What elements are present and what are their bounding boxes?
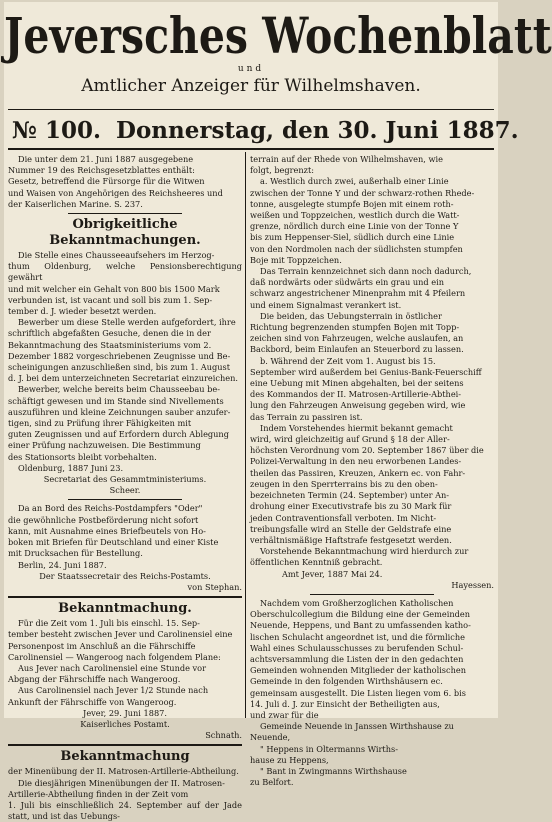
notice-line: Die diesjährigen Minenübungen der II. Matrosen- <box>18 777 225 788</box>
notice-line: Wahl eines Schulausschusses zu berufenden Schul- <box>250 642 464 653</box>
notice-line: Personenpost im Anschluß an die Fährschiffe <box>8 640 196 651</box>
masthead-rule-top <box>8 109 494 110</box>
notice-line: bezeichneten Termin (24. September) unter An- <box>250 490 450 501</box>
notice-line: Indem Vorstehendes hiermit bekannt gemacht <box>260 422 453 433</box>
notice-line: öffentlichen Kenntniß gebracht. <box>250 557 383 568</box>
notice-line: Gesetz, betreffend die Fürsorge für die Witwen <box>8 176 205 187</box>
notice-line: Vorstehende Bekanntmachung wird hierdurch zur <box>260 546 469 557</box>
notice-line: Ankunft der Fährschiffe von Wangeroog. <box>8 696 177 707</box>
intro-notice <box>8 154 242 210</box>
issue-date: Donnerstag, den 30. Juni 1887. <box>116 117 519 144</box>
notice-line: tigen, sind zu Prüfung ihrer Fähigkeiten mit <box>8 418 192 429</box>
amt-jever-signature: Hayessen. <box>451 579 494 590</box>
notice-line: Aus Jever nach Carolinensiel eine Stunde vor <box>18 662 207 673</box>
notice-line: schwarz angestrichener Minenprahm mit 4 Pfeilern <box>250 288 466 299</box>
notice-line: terrain auf der Rhede von Wilhelmshaven, wie <box>250 154 443 164</box>
right-column <box>250 154 494 788</box>
notice-line: tonne, ausgelegte stumpfe Bojen mit einem roth- <box>250 198 454 209</box>
notice-line: des Kommandos der II. Matrosen-Artillerie-Abthei- <box>250 389 462 400</box>
section2-signature-name: von Stephan. <box>187 581 242 592</box>
notice-line: eine Uebung mit Minen abgehalten, bei der seitens <box>250 378 464 389</box>
notice-line: weißen und Toppzeichen, westlich durch die Watt- <box>250 210 460 221</box>
notice-line: wird, wird gleichzeitig auf Grund § 18 der Aller- <box>250 434 450 445</box>
notice-line: zeugen in den Sperrterrains bis zu den oben- <box>250 478 438 489</box>
chausseeaufseher-notice <box>8 250 242 463</box>
separator-rule <box>68 213 182 214</box>
notice-line: kann, mit Ausnahme eines Briefbeutels von Ho- <box>8 525 206 536</box>
notice-line: grenze, nördlich durch eine Linie von der Tonne Y <box>250 221 459 232</box>
section-heading-bekanntmachung-post: Bekanntmachung. <box>58 601 192 617</box>
notice-line: treibungsfalle wird an Stelle der Geldstrafe eine <box>250 523 452 534</box>
notice-line: Bewerber, welche bereits beim Chausseebau be- <box>18 384 220 395</box>
notice-line: und mit welcher ein Gehalt von 800 bis 1500 Mark <box>8 283 220 294</box>
schulacht-notice <box>250 598 494 788</box>
left-column <box>8 154 242 822</box>
notice-line: Neuende, Heppens, und Bant zu umfassenden katho- <box>250 620 471 631</box>
notice-line: zeichen sind von Fahrzeugen, welche auslaufen, an <box>250 333 464 344</box>
section2-place-date: Berlin, 24. Juni 1887. <box>18 559 107 570</box>
newspaper-page <box>4 2 552 822</box>
section1-signature-name: Scheer. <box>109 485 141 496</box>
notice-line: Abgang der Fährschiffe nach Wangeroog. <box>8 674 181 685</box>
masthead-rule-bottom <box>8 148 494 150</box>
section2-signature-office: Der Staatssecretair des Reichs-Postamts. <box>39 570 211 581</box>
section-heading-bekanntmachung-minen: Bekanntmachung <box>60 749 190 765</box>
notice-line: Nachdem vom Großherzoglichen Katholischen <box>260 597 454 608</box>
notice-line: und Waisen von Angehörigen des Reichsheeres und <box>8 187 223 198</box>
notice-line: einer Prüfung nachzuweisen. Die Bestimmung <box>8 440 201 451</box>
notice-line: verbunden ist, ist vacant und soll bis zum 1. Sep- <box>8 294 213 305</box>
notice-line: September wird außerdem bei Genius-Bank-Feuerschiff <box>250 366 482 377</box>
notice-line: Das Terrain kennzeichnet sich dann noch dadurch, <box>260 266 472 277</box>
notice-line: achtsversammlung die Listen der in den gedachten <box>250 653 464 664</box>
notice-line: folgt, begrenzt: <box>250 165 315 176</box>
notice-line: und zwar für die <box>250 709 319 720</box>
notice-line: tember d. J. wieder besetzt werden. <box>8 306 157 317</box>
notice-line: des Stationsorts bleibt vorbehalten. <box>8 451 157 462</box>
notice-line: tember besteht zwischen Jever und Carolinensiel eine <box>8 629 233 640</box>
notice-line: lung den Fahrzeugen Anweisung gegeben wird, wie <box>250 400 466 411</box>
column-divider <box>245 152 246 718</box>
notice-line: guten Zeugnissen und auf Erfordern durch Ablegung <box>8 429 229 440</box>
masthead-subtitle: Amtlicher Anzeiger für Wilhelmshaven. <box>81 76 421 96</box>
notice-line: auszuführen und kleine Zeichnungen sauber anzufer- <box>8 406 231 417</box>
amt-jever-place-date: Amt Jever, 1887 Mai 24. <box>282 568 383 579</box>
notice-line: mit Drucksachen für Bestellung. <box>8 548 143 559</box>
notice-line: 1. Juli bis einschließlich 24. September auf der Jade statt, und ist das Uebungs- <box>8 799 242 822</box>
notice-line: zwischen der Tonne Y und der schwarz-rothen Rhede- <box>250 187 475 198</box>
separator-rule <box>310 594 434 595</box>
separator-rule <box>8 744 242 746</box>
notice-line: Für die Zeit vom 1. Juli bis einschl. 15. Sep- <box>18 618 200 629</box>
notice-line: der Minenübung der II. Matrosen-Artillerie-Abtheilung. <box>8 766 239 777</box>
section1-signature-office: Secretariat des Gesammtministeriums. <box>43 474 207 485</box>
notice-line: Backbord, beim Einlaufen an Steuerbord zu lassen. <box>250 344 464 355</box>
section3-signature-name: Schnath. <box>205 730 242 741</box>
notice-line: Bekanntmachung des Staatsministeriums vom 2. <box>8 339 212 350</box>
notice-line: höchsten Verordnung vom 20. September 1867 über die <box>250 445 484 456</box>
notice-line: Gemeinden wohnenden Mitglieder der katholischen <box>250 665 466 676</box>
notice-line: boken mit Briefen für Deutschland und einer Kiste <box>8 537 219 548</box>
notice-line: drohung einer Executivstrafe bis zu 30 Mark für <box>250 501 452 512</box>
notice-line: Bewerber um diese Stelle werden aufgefordert, ihre <box>18 317 236 328</box>
notice-line: Carolinensiel — Wangeroog nach folgendem Plane: <box>8 651 221 662</box>
notice-line: schäftigt gewesen und im Stande sind Nivellements <box>8 395 224 406</box>
section-heading-obrigkeitliche: Obrigkeitliche Bekanntmachungen. <box>49 217 201 249</box>
notice-line: theilen das Passiren, Kreuzen, Ankern ec. von Fahr- <box>250 467 466 478</box>
notice-line: Richtung begrenzenden stumpfen Bojen mit Topp- <box>250 322 460 333</box>
notice-line: und einem Signalmast verankert ist. <box>250 299 402 310</box>
notice-line: das Terrain zu passiren ist. <box>250 411 363 422</box>
notice-line: zu Belfort. <box>250 777 294 788</box>
notice-line: Neuende, <box>250 732 291 743</box>
notice-line: Da an Bord des Reichs-Postdampfers "Oder" <box>18 503 203 514</box>
notice-line: Artillerie-Abtheilung finden in der Zeit vom <box>8 788 189 799</box>
notice-line: Gemeinde in den folgenden Wirthshäusern ec. <box>250 676 443 687</box>
separator-rule <box>68 499 182 500</box>
notice-line: hause zu Heppens, <box>250 754 329 765</box>
masthead <box>4 7 552 65</box>
uebungsterrain-notice <box>250 154 494 569</box>
notice-line: Die unter dem 21. Juni 1887 ausgegebene <box>18 154 194 164</box>
postdampfer-notice <box>8 503 242 559</box>
notice-line: " Heppens in Oltermanns Wirths- <box>260 743 398 754</box>
notice-line: schriftlich abgefaßten Gesuche, denen die in der <box>8 328 211 339</box>
notice-line: Die beiden, das Uebungsterrain in östlicher <box>260 310 442 321</box>
section1-place-date: Oldenburg, 1887 Juni 23. <box>18 462 124 473</box>
notice-line: d. J. bei dem unterzeichneten Secretariat einzureichen. <box>8 373 238 384</box>
notice-line: Oberschulcollegium die Bildung eine der Gemeinden <box>250 609 470 620</box>
personenpost-notice <box>8 618 242 708</box>
section3-place-date: Jever, 29. Juni 1887. <box>83 707 167 718</box>
notice-line: Aus Carolinensiel nach Jever 1/2 Stunde nach <box>18 685 209 696</box>
notice-line: die gewöhnliche Postbeförderung nicht sofort <box>8 514 199 525</box>
issue-number: № 100. <box>12 117 102 144</box>
notice-line: verhältnismäßige Haftstrafe festgesetzt werden. <box>250 534 452 545</box>
notice-line: der Kaiserlichen Marine. S. 237. <box>8 198 143 209</box>
notice-line: gemeinsam ausgestellt. Die Listen liegen vom 6. bis <box>250 687 466 698</box>
separator-rule <box>8 596 242 598</box>
notice-line: jeden Contraventionsfall verboten. Im Nicht- <box>250 512 437 523</box>
notice-line: a. Westlich durch zwei, außerhalb einer Linie <box>260 176 449 187</box>
notice-line: Die Stelle eines Chausseeaufsehers im Herzog- <box>18 250 215 261</box>
notice-line: " Bant in Zwingmanns Wirthshause <box>260 765 407 776</box>
notice-line: Nummer 19 des Reichsgesetzblattes enthält: <box>8 165 195 176</box>
notice-line: thum Oldenburg, welche Pensionsberechtigung gewährt <box>8 261 242 283</box>
notice-line: Polizei-Verwaltung in den neu erworbenen Landes- <box>250 456 462 467</box>
section3-signature-office: Kaiserliches Postamt. <box>80 718 170 729</box>
notice-line: b. Während der Zeit vom 1. August bis 15. <box>260 355 436 366</box>
issue-bar <box>12 116 519 146</box>
masthead-und: und <box>237 64 265 74</box>
notice-line: lischen Schulacht angeordnet ist, und die förmliche <box>250 631 465 642</box>
notice-line: daß nordwärts oder südwärts ein grau und ein <box>250 277 444 288</box>
notice-line: Dezember 1882 vorgeschriebenen Zeugnisse und Be- <box>8 350 231 361</box>
notice-line: Gemeinde Neuende in Janssen Wirthshause zu <box>260 721 454 732</box>
notice-line: von den Nordmolen nach der südlichsten stumpfen <box>250 243 463 254</box>
masthead-title: Jeversches Wochenblatt <box>4 7 552 65</box>
notice-line: Boje mit Toppzeichen. <box>250 254 342 265</box>
notice-line: scheinigungen anzuschließen sind, bis zum 1. August <box>8 362 231 373</box>
minenuebung-notice <box>8 766 242 822</box>
notice-line: bis zum Heppenser-Siel, südlich durch eine Linie <box>250 232 455 243</box>
notice-line: 14. Juli d. J. zur Einsicht der Betheiligten aus, <box>250 698 440 709</box>
